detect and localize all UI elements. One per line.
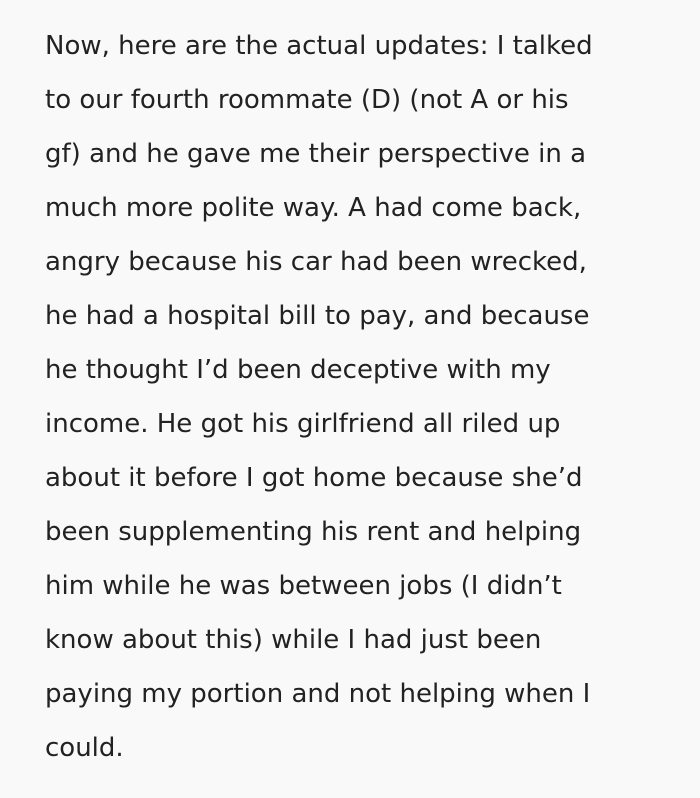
text-line: income. He got his girlfriend all riled up	[45, 409, 561, 439]
text-line: to our fourth roommate (D) (not A or his	[45, 85, 569, 115]
text-line: paying my portion and not helping when I	[45, 679, 591, 709]
text-line: much more polite way. A had come back,	[45, 193, 582, 223]
text-line: him while he was between jobs (I didn’t	[45, 571, 562, 601]
post-body-text	[45, 19, 685, 775]
text-line: he had a hospital bill to pay, and because	[45, 301, 590, 331]
text-line: gf) and he gave me their perspective in a	[45, 139, 586, 169]
text-line: about it before I got home because she’d	[45, 463, 583, 493]
text-line: Now, here are the actual updates: I talked	[45, 31, 593, 61]
text-line: he thought I’d been deceptive with my	[45, 355, 551, 385]
text-line: been supplementing his rent and helping	[45, 517, 582, 547]
text-line: could.	[45, 733, 124, 763]
text-line: know about this) while I had just been	[45, 625, 542, 655]
text-line: angry because his car had been wrecked,	[45, 247, 587, 277]
